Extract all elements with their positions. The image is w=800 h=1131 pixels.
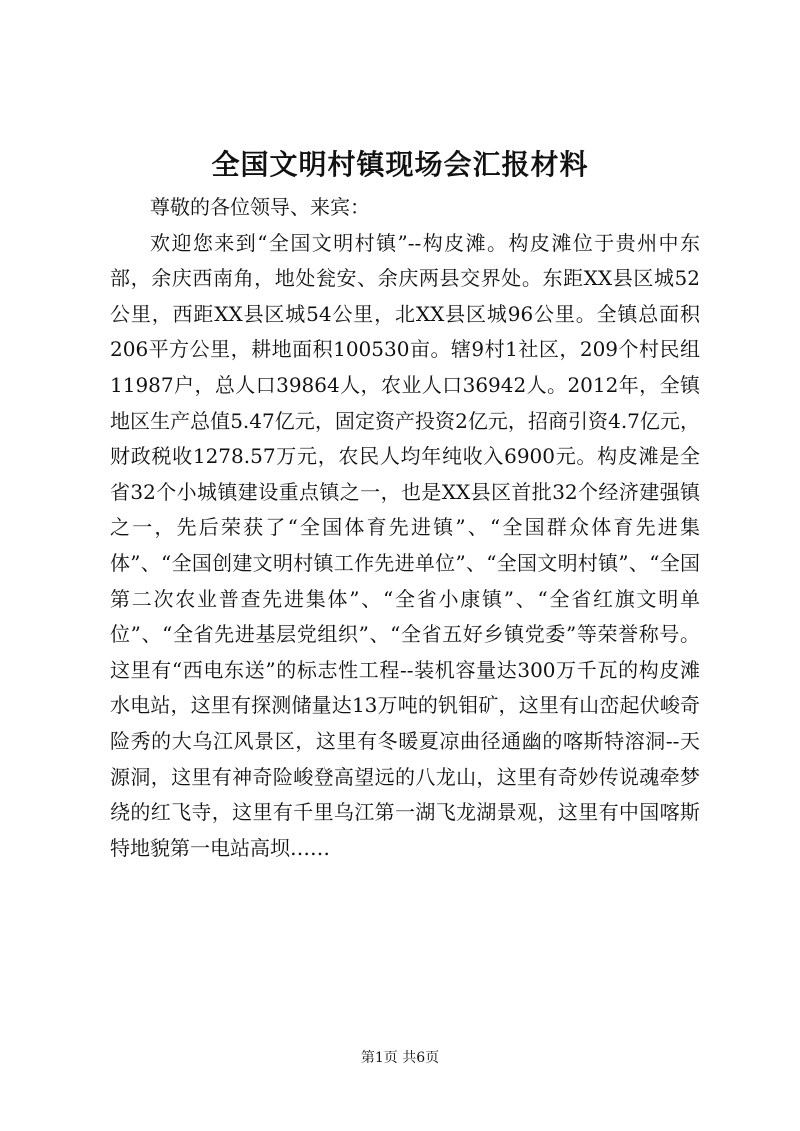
document-body xyxy=(110,190,700,866)
document-title: 全国文明村镇现场会汇报材料 xyxy=(211,148,589,181)
intro-paragraph: 欢迎您来到“全国文明村镇”--构皮滩。构皮滩位于贵州中东部，余庆西南角，地处瓮安、余庆两县交界处。东距XX县区城52公里，西距XX县区城54公里，北XX县区城96公里。全镇总面积206平方公里，耕地面积100530亩。辖9村1社区，209个村民组11987户，总人口39864人，农业人口36942人。2012年，全镇地区生产总值5.47亿元，固定资产投资2亿元，招商引资4.7亿元，财政税收1278.57万元，农民人均年纯收入6900元。构皮滩是全省32个小城镇建设重点镇之一，也是XX县区首批32个经济建强镇之一，先后荣获了“全国体育先进镇”、“全国群众体育先进集体”、“全国创建文明村镇工作先进单位”、“全国文明村镇”、“全国第二次农业普查先进集体”、“全省小康镇”、“全省红旗文明单位”、“全省先进基层党组织”、“全省五好乡镇党委”等荣誉称号。这里有“西电东送”的标志性工程--装机容量达300万千瓦的构皮滩水电站，这里有探测储量达13万吨的钒钼矿，这里有山峦起伏峻奇险秀的大乌江风景区，这里有冬暖夏凉曲径通幽的喀斯特溶洞--天源洞，这里有神奇险峻登高望远的八龙山，这里有奇妙传说魂牵梦绕的红飞寺，这里有千里乌江第一湖飞龙湖景观，这里有中国喀斯特地貌第一电站高坝…… xyxy=(110,230,700,860)
page-footer: 第1页 共6页 xyxy=(360,1050,440,1066)
greeting-paragraph: 尊敬的各位领导、来宾： xyxy=(150,195,370,219)
